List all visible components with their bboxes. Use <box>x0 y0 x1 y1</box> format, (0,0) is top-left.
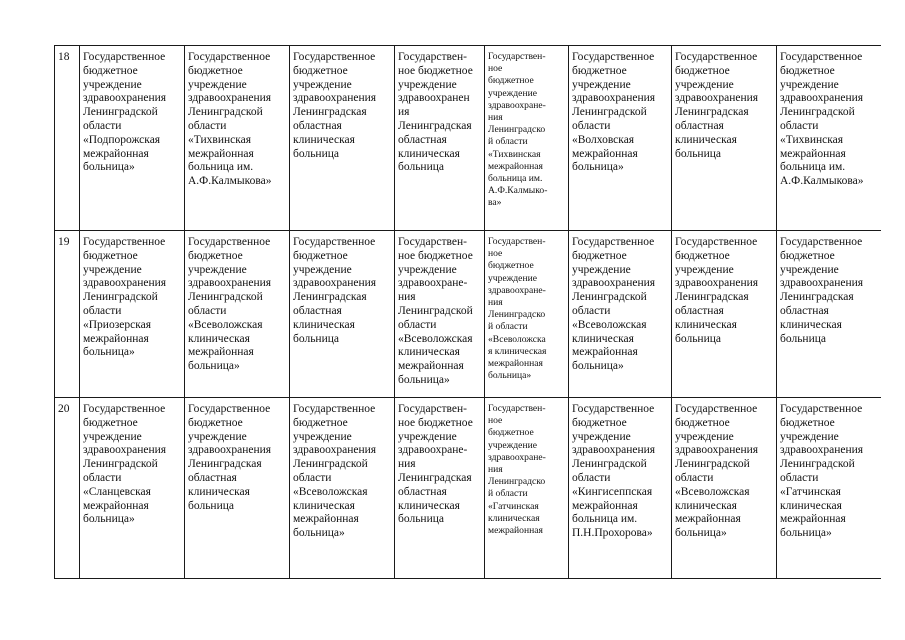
cell-text: Государственное бюджетное учреждение здравоохранения Ленинградской области «Кингисеппская межрайонная больница им. П.Н.Прохорова» <box>572 403 656 540</box>
cell-text: Государственное бюджетное учреждение здравоохранения Ленинградская областная клиническая больница <box>188 403 272 512</box>
cell-text: Государственное бюджетное учреждение здравоохранения Ленинградской области «Всеволожская клиническая межрайонная больница» <box>293 403 377 540</box>
table-cell <box>290 398 395 579</box>
cell-text: Государственное бюджетное учреждение здравоохранения Ленинградская областная клиническая больница <box>293 51 377 160</box>
cell-text: Государственное бюджетное учреждение здравоохранения Ленинградской области «Всеволожская клиническая межрайонная больница» <box>188 236 272 373</box>
cell-text: Государственное бюджетное учреждение здравоохранения Ленинградской области «Всеволожская клиническая межрайонная больница» <box>572 236 656 373</box>
cell-text: Государственное бюджетное учреждение здравоохранения Ленинградской области «Тихвинская межрайонная больница им. А.Ф.Калмыкова» <box>188 51 272 188</box>
table-cell <box>777 398 882 579</box>
table-cell <box>290 46 395 231</box>
table-cell <box>290 231 395 398</box>
table-cell <box>672 46 777 231</box>
table-cell <box>777 46 882 231</box>
table-cell <box>185 46 290 231</box>
cell-text: Государствен- ное бюджетное учреждение здравоохране- ния Ленинградско й области «Гатчинская клиническая межрайонная <box>488 403 546 537</box>
table-row <box>55 398 882 579</box>
cell-text: Государственное бюджетное учреждение здравоохранения Ленинградской области «Тихвинская межрайонная больница им. А.Ф.Калмыкова» <box>780 51 864 188</box>
cell-text: Государственное бюджетное учреждение здравоохранения Ленинградской области «Волховская межрайонная больница» <box>572 51 656 174</box>
row-number: 18 <box>55 46 80 231</box>
table-cell <box>569 398 672 579</box>
cell-text: Государственное бюджетное учреждение здравоохранения Ленинградская областная клиническая больница <box>293 236 377 345</box>
table-row <box>55 46 882 231</box>
table-row <box>55 231 882 398</box>
table-cell <box>485 231 569 398</box>
table-cell <box>185 231 290 398</box>
cell-text: Государственное бюджетное учреждение здравоохранения Ленинградская областная клиническая больница <box>780 236 864 345</box>
cell-text: Государствен- ное бюджетное учреждение здравоохране- ния Ленинградско й области «Тихвинская межрайонная больница им. А.Ф.Калмыко- ва» <box>488 51 548 209</box>
table-cell <box>80 231 185 398</box>
hospital-assignment-table <box>54 45 881 579</box>
cell-text: Государствен- ное бюджетное учреждение здравоохране- ния Ленинградской области «Всеволожская клиническая межрайонная больница» <box>398 236 473 386</box>
table-cell <box>485 46 569 231</box>
table-cell <box>395 46 485 231</box>
table-cell <box>80 398 185 579</box>
table-body <box>55 46 882 579</box>
cell-text: Государственное бюджетное учреждение здравоохранения Ленинградской области «Подпорожская межрайонная больница» <box>83 51 167 174</box>
cell-text: Государственное бюджетное учреждение здравоохранения Ленинградская областная клиническая больница <box>675 236 759 345</box>
table-cell <box>569 46 672 231</box>
table-cell <box>185 398 290 579</box>
table-cell <box>777 231 882 398</box>
row-number: 19 <box>55 231 80 398</box>
table-cell <box>672 398 777 579</box>
table-cell <box>672 231 777 398</box>
table-cell <box>569 231 672 398</box>
cell-text: Государствен- ное бюджетное учреждение здравоохране- ния Ленинградская областная клиническая больница <box>398 403 473 526</box>
cell-text: Государственное бюджетное учреждение здравоохранения Ленинградской области «Всеволожская клиническая межрайонная больница» <box>675 403 759 540</box>
table-cell <box>485 398 569 579</box>
cell-text: Государственное бюджетное учреждение здравоохранения Ленинградской области «Гатчинская клиническая межрайонная больница» <box>780 403 864 540</box>
cell-text: Государственное бюджетное учреждение здравоохранения Ленинградской области «Приозерская межрайонная больница» <box>83 236 167 359</box>
cell-text: Государственное бюджетное учреждение здравоохранения Ленинградской области «Сланцевская межрайонная больница» <box>83 403 167 526</box>
row-number: 20 <box>55 398 80 579</box>
document-page <box>54 45 881 595</box>
table-cell <box>395 398 485 579</box>
cell-text: Государственное бюджетное учреждение здравоохранения Ленинградская областная клиническая больница <box>675 51 759 160</box>
table-cell <box>80 46 185 231</box>
table-cell <box>395 231 485 398</box>
cell-text: Государствен- ное бюджетное учреждение здравоохранен ия Ленинградская областная клиническая больница <box>398 51 473 174</box>
cell-text: Государствен- ное бюджетное учреждение здравоохране- ния Ленинградско й области «Всеволожска я клиническая межрайонная больница» <box>488 236 547 382</box>
